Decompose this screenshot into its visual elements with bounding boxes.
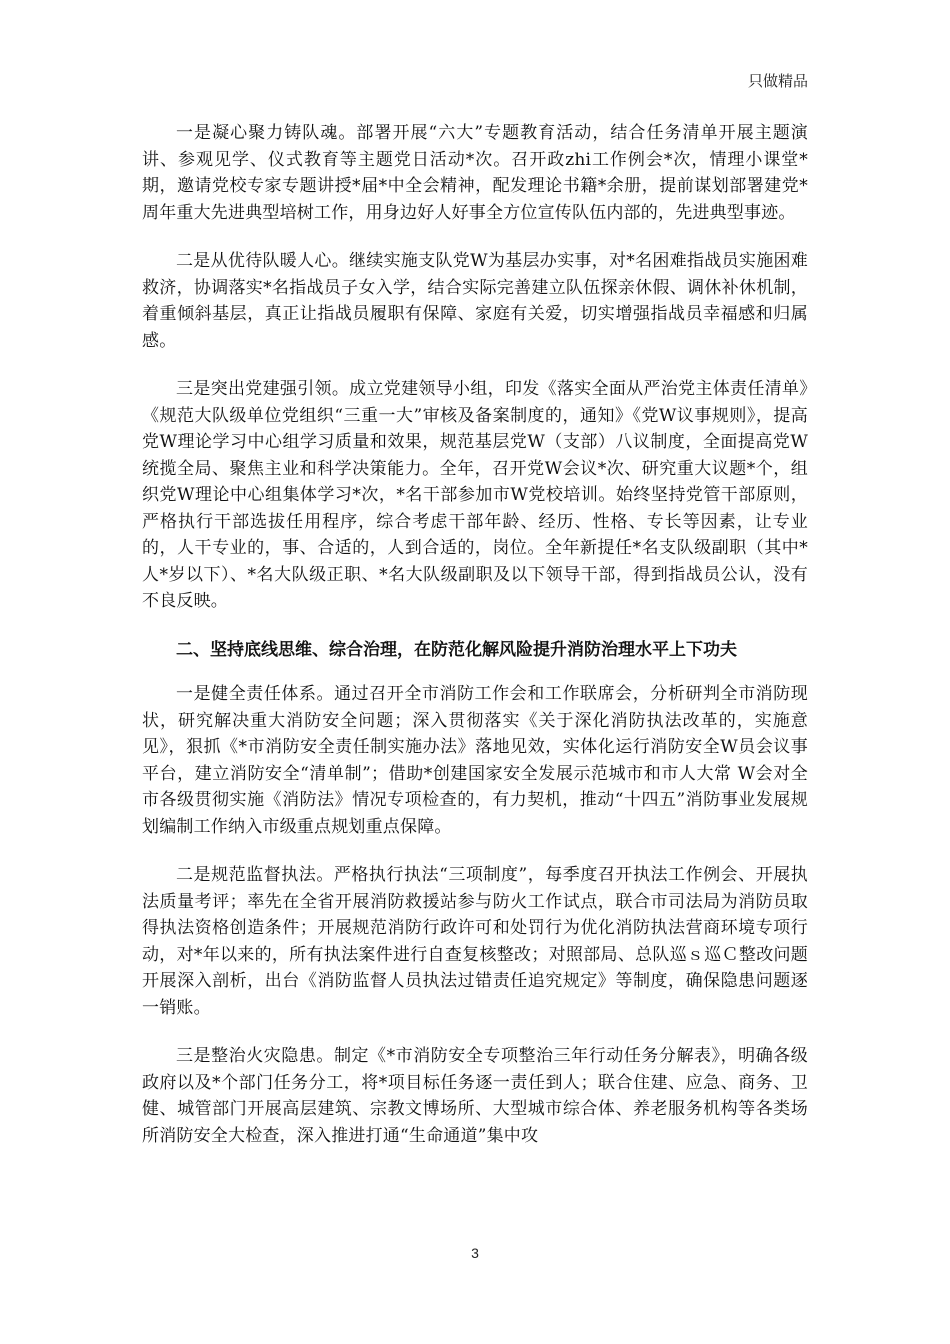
paragraph-6: 三是整治火灾隐患。制定《*市消防安全专项整治三年行动任务分解表》，明确各级政府以及*个部门任务分工，将*项目标任务逐一责任到人；联合住建、应急、商务、卫健、城管部门开展高层建筑、宗教文博场所、大型城市综合体、养老服务机构等各类场所消防安全大检查，深入推进打通“生命通道”集中攻	[142, 1046, 808, 1146]
paragraph-2: 二是从优待队暖人心。继续实施支队党W为基层办实事，对*名困难指战员实施困难救济，协调落实*名指战员子女入学，结合实际完善建立队伍探亲休假、调休补休机制，着重倾斜基层，真正让指战员履职有保障、家庭有关爱，切实增强指战员幸福感和归属感。	[142, 251, 808, 351]
paragraph-1: 一是凝心聚力铸队魂。部署开展“六大”专题教育活动，结合任务清单开展主题演讲、参观见学、仪式教育等主题党日活动*次。召开政zhi工作例会*次，情理小课堂*期，邀请党校专家专题讲授*届*中全会精神，配发理论书籍*余册，提前谋划部署建党*周年重大先进典型培树工作，用身边好人好事全方位宣传队伍内部的，先进典型事迹。	[142, 123, 808, 223]
paragraph-5: 二是规范监督执法。严格执行执法“三项制度”，每季度召开执法工作例会、开展执法质量考评；率先在全省开展消防救援站参与防火工作试点，联合市司法局为消防员取得执法资格创造条件；开展规范消防行政许可和处罚行为优化消防执法营商环境专项行动，对*年以来的，所有执法案件进行自查复核整改；对照部局、总队巡ｓ巡Ｃ整改问题开展深入剖析，出台《消防监督人员执法过错责任追究规定》等制度，确保隐患问题逐一销账。	[142, 865, 808, 1018]
header-tag: 只做精品	[747, 72, 808, 90]
section-heading: 二、坚持底线思维、综合治理，在防范化解风险提升消防治理水平上下功夫	[176, 639, 737, 660]
paragraph-3: 三是突出党建强引领。成立党建领导小组，印发《落实全面从严治党主体责任清单》《规范大队级单位党组织“三重一大”审核及备案制度的，通知》《党W议事规则》，提高党W理论学习中心组学习质量和效果，规范基层党W（支部）八议制度，全面提高党W统揽全局、聚焦主业和科学决策能力。全年，召开党W会议*次、研究重大议题*个，组织党W理论中心组集体学习*次，*名干部参加市W党校培训。始终坚持党管干部原则，严格执行干部选拔任用程序，综合考虑干部年龄、经历、性格、专长等因素，让专业的，人干专业的，事、合适的，人到合适的，岗位。全年新提任*名支队级副职（其中*人*岁以下）、*名大队级正职、*名大队级副职及以下领导干部，得到指战员公认，没有不良反映。	[142, 379, 808, 611]
paragraph-4: 一是健全责任体系。通过召开全市消防工作会和工作联席会，分析研判全市消防现状，研究解决重大消防安全问题；深入贯彻落实《关于深化消防执法改革的，实施意见》，狠抓《*市消防安全责任制实施办法》落地见效，实体化运行消防安全W员会议事平台，建立消防安全“清单制”；借助*创建国家安全发展示范城市和市人大常 W会对全市各级贯彻实施《消防法》情况专项检查的，有力契机，推动“十四五”消防事业发展规划编制工作纳入市级重点规划重点保障。	[142, 684, 808, 837]
document-body	[142, 120, 808, 1171]
page-number: 3	[471, 1245, 479, 1261]
